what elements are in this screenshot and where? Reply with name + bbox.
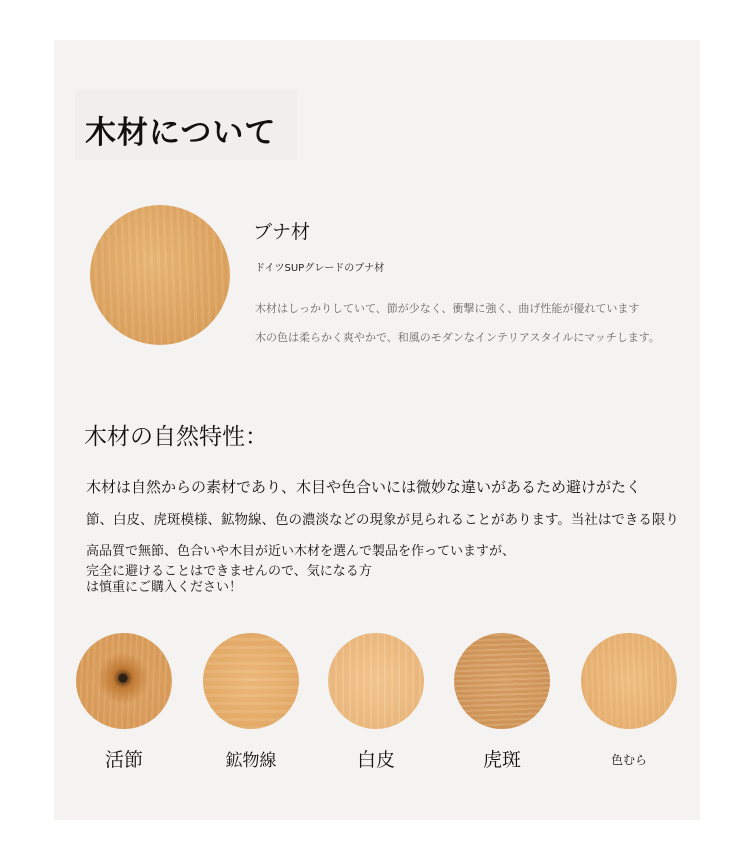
sample-label-tiger-stripe: 虎斑 xyxy=(482,749,521,771)
natural-traits-title: 木材の自然特性： xyxy=(84,424,268,450)
wood-description-line: 木の色は柔らかく爽やかで、和風のモダンなインテリアスタイルにマッチします。 xyxy=(255,331,660,344)
beech-wood-swatch xyxy=(90,205,230,345)
page-title: 木材について xyxy=(85,115,277,151)
natural-traits-line: 木材は自然からの素材であり、木目や色合いには微妙な違いがあるため避けがたく xyxy=(86,478,642,496)
knot-wood-sample xyxy=(76,633,172,729)
tiger-stripe-wood-sample xyxy=(454,633,550,729)
color-variation-wood-sample xyxy=(581,633,677,729)
sapwood-sample xyxy=(328,633,424,729)
natural-traits-line: 節、白皮、虎斑模様、鉱物線、色の濃淡などの現象が見られることがあります。当社はできる限り xyxy=(86,512,679,528)
sample-label-sapwood: 白皮 xyxy=(356,749,395,771)
mineral-streak-wood-sample xyxy=(203,633,299,729)
sample-label-color-variation: 色むら xyxy=(610,753,647,767)
natural-traits-line: は慎重にご購入ください！ xyxy=(86,580,243,595)
natural-traits-line: 高品質で無節、色合いや木目が近い木材を選んで製品を作っていますが、 xyxy=(86,544,516,559)
sample-label-mineral-streak: 鉱物線 xyxy=(225,751,277,771)
wood-species-grade: ドイツSUPグレードのブナ材 xyxy=(255,263,385,274)
wood-description-line: 木材はしっかりしていて、節が少なく、衝撃に強く、曲げ性能が優れています xyxy=(255,302,640,315)
wood-species-name: ブナ材 xyxy=(253,221,311,243)
sample-label-knot: 活節 xyxy=(104,749,143,771)
natural-traits-line: 完全に避けることはできませんので、気になる方 xyxy=(86,564,372,579)
